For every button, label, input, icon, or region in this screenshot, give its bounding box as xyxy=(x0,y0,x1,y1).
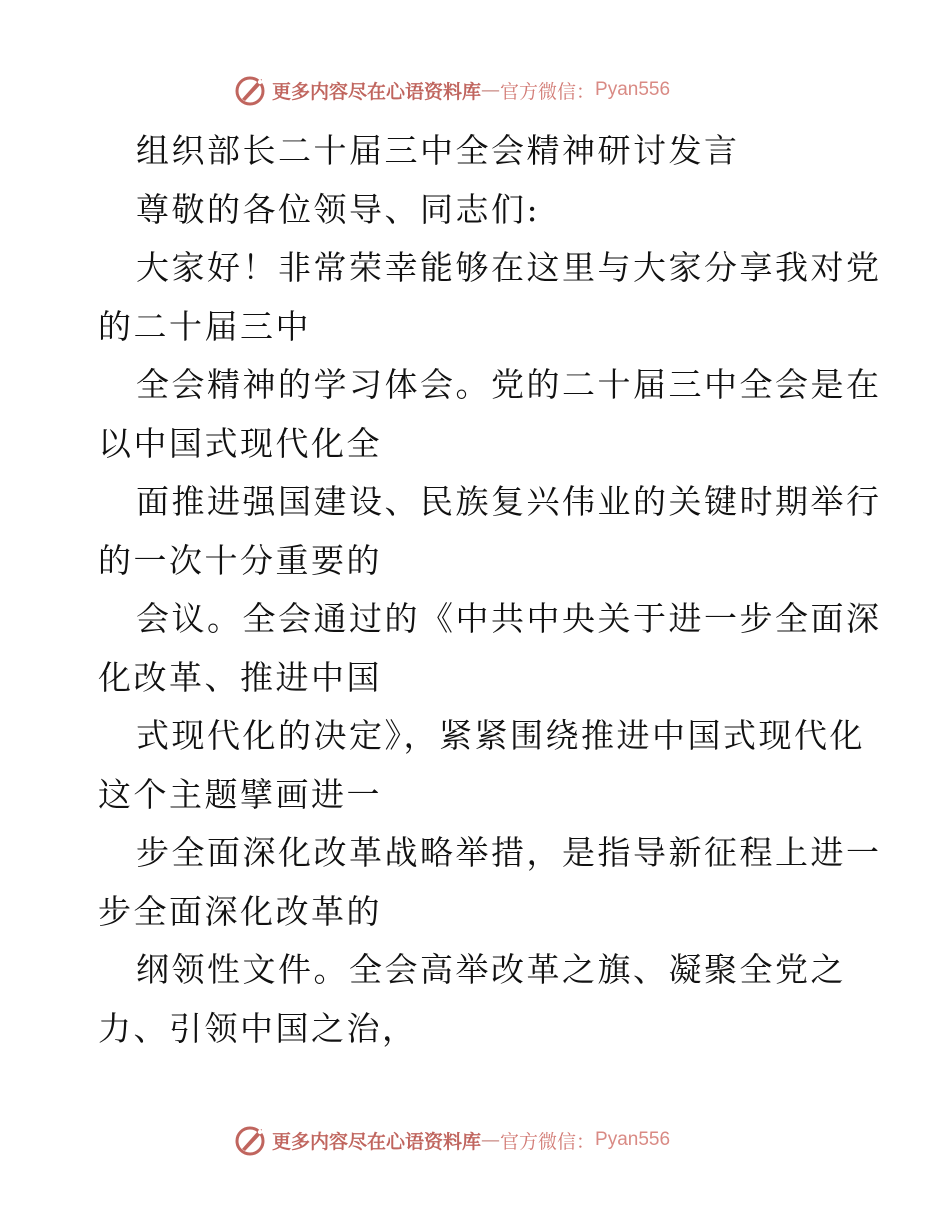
watermark-wechat-id: Pyan556 xyxy=(595,79,671,100)
watermark-dash: — xyxy=(481,79,501,101)
watermark-wechat-label: 官方微信： xyxy=(500,1130,596,1153)
watermark-site-text: 更多内容尽在心语资料库 xyxy=(272,1130,482,1153)
watermark-wechat-label: 官方微信： xyxy=(500,80,596,103)
pen-logo-icon xyxy=(234,1123,268,1157)
text-line: 的二十届三中 xyxy=(98,306,311,346)
text-line: 式现代化的决定》，紧紧围绕推进中国式现代化 xyxy=(136,716,865,755)
text-line: 全会精神的学习体会。党的二十届三中全会是在 xyxy=(136,365,882,404)
text-line: 步全面深化改革战略举措，是指导新征程上进一 xyxy=(136,833,882,872)
text-line: 这个主题擘画进一 xyxy=(98,774,382,814)
header-watermark xyxy=(234,72,670,108)
text-line: 步全面深化改革的 xyxy=(98,891,382,931)
document-title: 组织部长二十届三中全会精神研讨发言 xyxy=(136,131,740,170)
text-line: 面推进强国建设、民族复兴伟业的关键时期举行 xyxy=(136,482,882,521)
text-line: 化改革、推进中国 xyxy=(98,657,382,697)
watermark-wechat-id: Pyan556 xyxy=(595,1129,671,1150)
salutation: 尊敬的各位领导、同志们: xyxy=(136,189,541,229)
watermark-dash: — xyxy=(481,1129,501,1151)
text-line: 的一次十分重要的 xyxy=(98,540,382,580)
document-body xyxy=(98,122,882,1058)
watermark-site-text: 更多内容尽在心语资料库 xyxy=(272,80,482,103)
pen-logo-icon xyxy=(234,73,268,107)
text-line: 纲领性文件。全会高举改革之旗、凝聚全党之 xyxy=(136,950,846,989)
text-line: 力、引领中国之治， xyxy=(98,1008,418,1048)
text-line: 会议。全会通过的《中共中央关于进一步全面深 xyxy=(136,599,882,638)
footer-watermark xyxy=(234,1122,670,1158)
text-line: 以中国式现代化全 xyxy=(98,423,382,463)
text-line: 大家好！非常荣幸能够在这里与大家分享我对党 xyxy=(136,248,882,287)
